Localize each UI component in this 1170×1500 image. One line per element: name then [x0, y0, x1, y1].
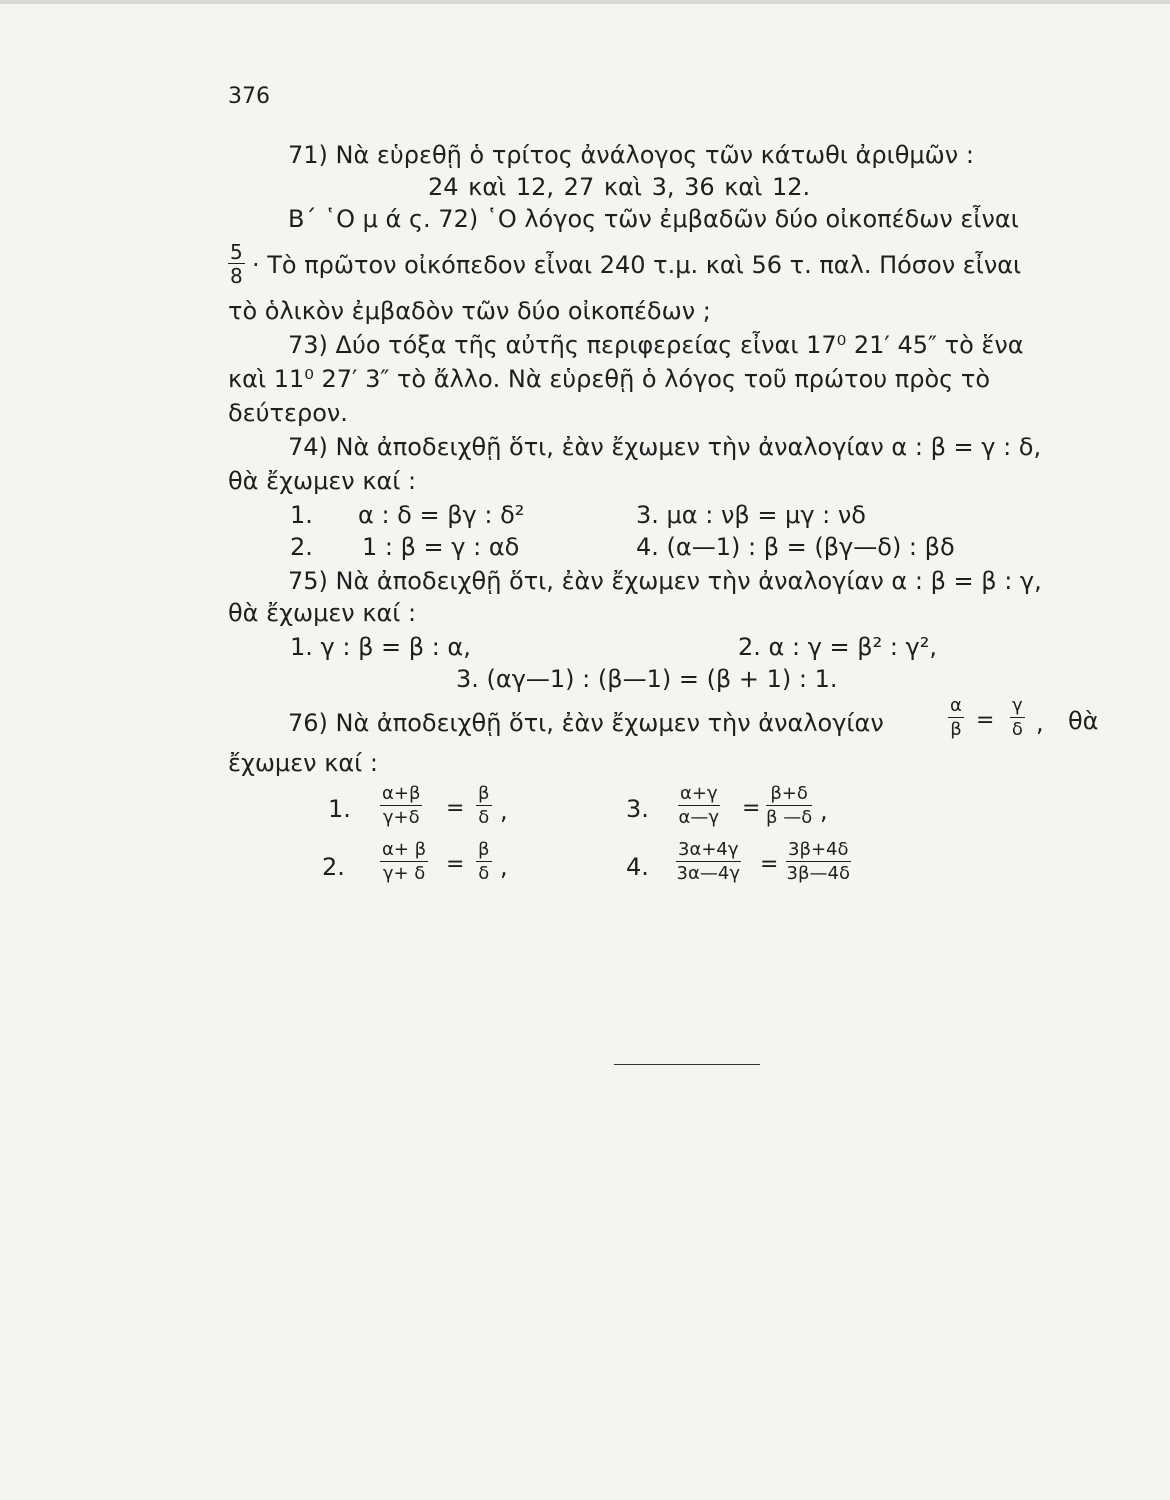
item-1-equals: = — [446, 796, 465, 821]
problem-75-item-3: 3. (αγ—1) : (β—1) = (β + 1) : 1. — [456, 665, 838, 693]
problem-73-line-3: δεύτερον. — [228, 399, 348, 427]
item-1-comma: , — [500, 797, 508, 825]
item-3-right-fraction — [766, 784, 812, 828]
problem-71-line-1: 71) Νὰ εὑρεθῇ ὁ τρίτος ἀνάλογος τῶν κάτωθι ἀριθμῶν : — [288, 141, 974, 169]
fraction-denominator: β —δ — [766, 807, 813, 828]
item-1-left-fraction — [380, 784, 422, 828]
item-4-right-fraction — [786, 840, 851, 884]
fraction-numerator: α+γ — [680, 783, 718, 804]
item-2-number: 2. — [322, 853, 345, 881]
proportion-comma: , — [1036, 709, 1044, 737]
problem-75-item-1: 1. γ : β = β : α, — [290, 633, 471, 661]
problem-74-item-4: 4. (α—1) : β = (βγ—δ) : βδ — [636, 533, 955, 561]
problem-73-line-2: καὶ 11⁰ 27′ 3″ τὸ ἄλλο. Νὰ εὑρεθῇ ὁ λόγος τοῦ πρώτου πρὸς τὸ — [228, 365, 990, 393]
problem-74-item-3: 3. μα : νβ = μγ : νδ — [636, 501, 866, 529]
fraction-numerator: β — [478, 839, 490, 860]
page-top-edge — [0, 0, 1170, 4]
problem-76-line-2: ἔχωμεν καί : — [228, 749, 379, 777]
fraction-denominator: γ+ δ — [382, 863, 426, 884]
problem-72-line-3: τὸ ὁλικὸν ἐμβαδὸν τῶν δύο οἰκοπέδων ; — [228, 297, 711, 325]
proportion-right-fraction — [1010, 696, 1025, 740]
problem-76-tha: θὰ — [1068, 707, 1099, 735]
problem-74-item-1-number: 1. — [290, 501, 313, 529]
item-3-left-fraction — [678, 784, 720, 828]
item-4-equals: = — [760, 852, 779, 877]
fraction-denominator: 3β—4δ — [786, 863, 850, 884]
item-1-right-fraction — [476, 784, 492, 828]
problem-74-item-1: α : δ = βγ : δ² — [358, 501, 525, 529]
section-end-rule — [614, 1064, 760, 1065]
fraction-numerator: γ — [1012, 695, 1023, 716]
page-number: 376 — [228, 84, 270, 109]
fraction-numerator: α+β — [382, 783, 421, 804]
fraction-numerator: 3α+4γ — [678, 839, 739, 860]
item-4-number: 4. — [626, 853, 649, 881]
item-2-right-fraction — [476, 840, 492, 884]
item-3-comma: , — [820, 797, 828, 825]
problem-71-line-2: 24 καὶ 12, 27 καὶ 3, 36 καὶ 12. — [428, 173, 811, 201]
problem-74-item-2: 1 : β = γ : αδ — [362, 533, 520, 561]
fraction-numerator: α+ β — [382, 839, 427, 860]
proportion-equals: = — [976, 708, 995, 733]
problem-73-line-1: 73) Δύο τόξα τῆς αὐτῆς περιφερείας εἶναι 17⁰ 21′ 45″ τὸ ἕνα — [288, 331, 1024, 359]
fraction-numerator: β+δ — [766, 784, 812, 806]
fraction-denominator: α—γ — [678, 807, 720, 828]
problem-74-line-1: 74) Νὰ ἀποδειχθῇ ὅτι, ἐὰν ἔχωμεν τὴν ἀναλογίαν α : β = γ : δ, — [288, 433, 1042, 461]
item-2-left-fraction — [380, 840, 428, 884]
fraction-denominator: δ — [1011, 719, 1023, 740]
item-2-equals: = — [446, 852, 465, 877]
problem-72-line-1: Β΄ ῾Ο μ ά ς. 72) ῾Ο λόγος τῶν ἐμβαδῶν δύο οἰκοπέδων εἶναι — [288, 205, 1019, 233]
fraction-numerator: β — [478, 783, 490, 804]
fraction-denominator: δ — [478, 863, 490, 884]
problem-75-item-2: 2. α : γ = β² : γ², — [738, 633, 937, 661]
item-4-left-fraction — [676, 840, 741, 884]
problem-74-line-2: θὰ ἔχωμεν καί : — [228, 467, 417, 495]
problem-72-line-2: · Τὸ πρῶτον οἰκόπεδον εἶναι 240 τ.μ. καὶ 56 τ. παλ. Πόσον εἶναι — [252, 251, 1022, 279]
fraction-denominator: γ+δ — [382, 807, 420, 828]
item-3-equals: = — [742, 796, 761, 821]
item-2-comma: , — [500, 853, 508, 881]
problem-75-line-2: θὰ ἔχωμεν καί : — [228, 599, 417, 627]
problem-75-line-1: 75) Νὰ ἀποδειχθῇ ὅτι, ἐὰν ἔχωμεν τὴν ἀναλογίαν α : β = β : γ, — [288, 567, 1042, 595]
fraction-numerator: 3β+4δ — [788, 839, 849, 860]
problem-76-line-1: 76) Νὰ ἀποδειχθῇ ὅτι, ἐὰν ἔχωμεν τὴν ἀναλογίαν — [288, 709, 884, 737]
fraction-denominator: δ — [478, 807, 490, 828]
problem-72-ratio — [228, 242, 245, 286]
ratio-denominator: 8 — [230, 264, 243, 288]
item-3-number: 3. — [626, 795, 649, 823]
item-1-number: 1. — [328, 795, 351, 823]
proportion-left-fraction — [948, 696, 964, 740]
problem-74-item-2-number: 2. — [290, 533, 313, 561]
fraction-denominator: β — [950, 719, 962, 740]
ratio-numerator: 5 — [230, 240, 243, 264]
fraction-numerator: α — [950, 695, 962, 716]
fraction-denominator: 3α—4γ — [676, 863, 740, 884]
